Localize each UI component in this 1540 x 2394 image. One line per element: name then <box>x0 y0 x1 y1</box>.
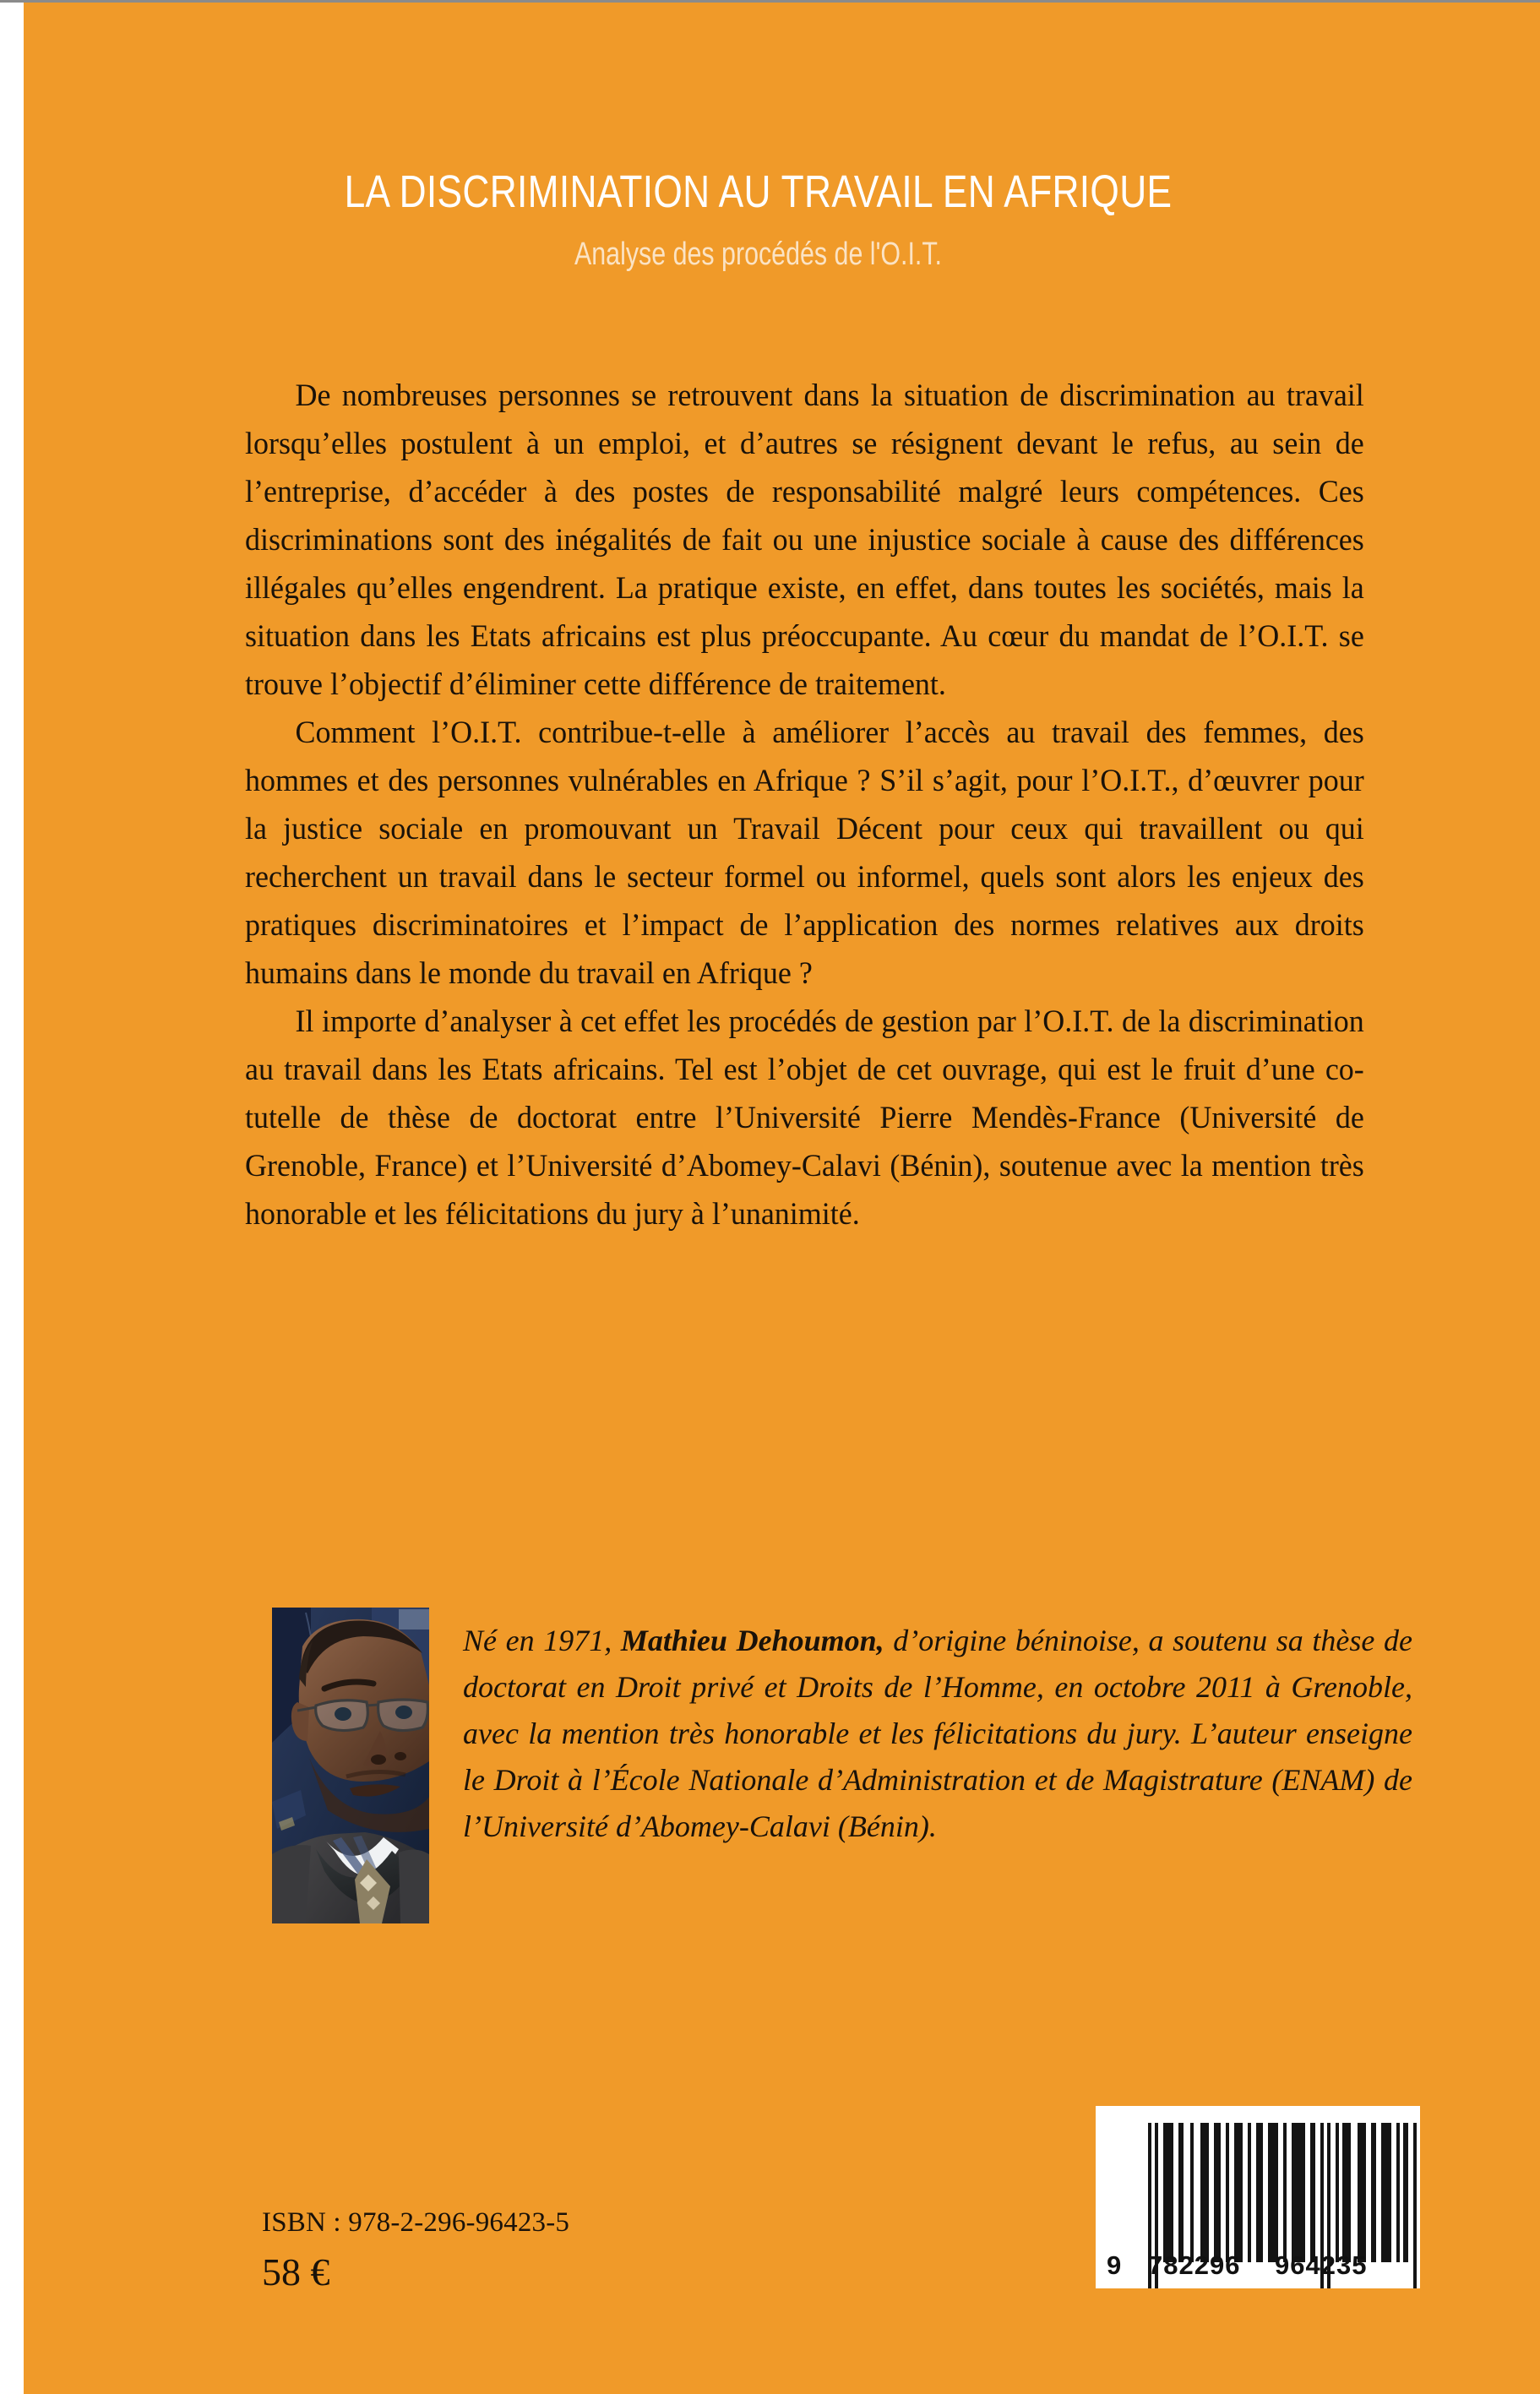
author-photo <box>272 1608 429 1923</box>
book-title: LA DISCRIMINATION AU TRAVAIL EN AFRIQUE <box>344 166 1173 217</box>
back-cover-blurb <box>245 372 1364 1238</box>
book-subtitle: Analyse des procédés de l'O.I.T. <box>574 237 942 272</box>
blurb-paragraph-3: Il importe d’analyser à cet effet les procédés de gestion par l’O.I.T. de la discrimination au travail dans les Etats africains. Tel est l’objet de cet ouvrage, qui est le fruit d’une co-tutelle de thèse de doctorat entre l’Université Pierre Mendès-France (Université de Grenoble, France) et l’Université d’Abomey-Calavi (Bénin), soutenue avec la mention très honorable et les félicitations du jury à l’unanimité. <box>245 1004 1364 1232</box>
barcode-group-2: 964235 <box>1275 2250 1368 2280</box>
title-block <box>0 166 1516 274</box>
barcode-digits <box>1096 2252 1420 2281</box>
blurb-paragraph-1: De nombreuses personnes se retrouvent dans la situation de discrimination au travail lorsqu’elles postulent à un emploi, et d’autres se résignent devant le refus, au sein de l’entreprise, d’accéder à des postes de responsabilité malgré leurs compétences. Ces discriminations sont des inégalités de fait ou une injustice sociale à cause des différences illégales qu’elles engendrent. La pratique existe, en effet, dans toutes les sociétés, mais la situation dans les Etats africains est plus préoccupante. Au cœur du mandat de l’O.I.T. se trouve l’objectif d’éliminer cette différence de traitement. <box>245 378 1364 702</box>
blurb-paragraph-2: Comment l’O.I.T. contribue-t-elle à améliorer l’accès au travail des femmes, des hommes et des personnes vulnérables en Afrique ? S’il s’agit, pour l’O.I.T., d’œuvrer pour la justice sociale en promouvant un Travail Décent pour ceux qui travaillent ou qui recherchent un travail dans le secteur formel ou informel, quels sont alors les enjeux des pratiques discriminatoires et l’impact de l’application des normes relatives aux droits humains dans le monde du travail en Afrique ? <box>245 715 1364 991</box>
barcode-lead-digit: 9 <box>1107 2250 1123 2280</box>
author-name: Mathieu Dehoumon, <box>620 1624 884 1657</box>
author-bio-block <box>272 1608 1412 1923</box>
author-bio-text <box>463 1608 1412 1850</box>
bio-prefix: Né en 1971, <box>463 1624 621 1657</box>
price-text: 58 € <box>262 2250 330 2293</box>
author-portrait-illustration <box>272 1608 429 1923</box>
isbn-text: ISBN : 978-2-296-96423-5 <box>262 2207 570 2238</box>
bio-rest: d’origine béninoise, a soutenu sa thèse de doctorat en Droit privé et Droits de l’Homme, en octobre 2011 à Grenoble, avec la mention très honorable et les félicitations du jury. L’auteur enseigne le Droit à l’École Nationale d’Administration et de Magistrature (ENAM) de l’Université d’Abomey-Calavi (Bénin). <box>463 1624 1412 1843</box>
ean13-barcode <box>1096 2106 1420 2288</box>
barcode-group-1: 782296 <box>1148 2250 1241 2280</box>
